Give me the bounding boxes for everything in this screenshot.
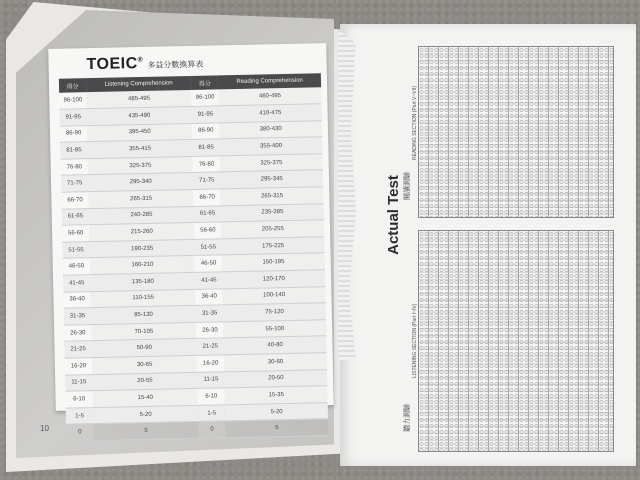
table-cell: 31-35 <box>64 308 92 325</box>
table-cell: 355-415 <box>87 140 192 159</box>
table-cell: 240-285 <box>89 206 194 225</box>
header-listening: Listening Comprehension <box>86 76 191 92</box>
table-cell: 66-70 <box>193 189 221 206</box>
table-cell: 16-20 <box>65 358 93 375</box>
table-cell: 81-85 <box>60 142 88 159</box>
table-cell: 485-495 <box>86 90 191 109</box>
table-cell: 61-65 <box>194 206 222 223</box>
table-cell: 295-340 <box>88 173 193 192</box>
table-cell: 6-10 <box>198 388 226 405</box>
score-table-body <box>59 87 328 441</box>
reading-answer-grid <box>418 46 614 218</box>
table-cell: 81-85 <box>192 139 220 156</box>
table-cell: 36-40 <box>63 291 91 308</box>
table-cell: 460-495 <box>219 87 322 106</box>
table-cell: 55-100 <box>223 320 326 339</box>
listening-section-sub: LISTENING SECTION (Part I~IV) <box>412 303 418 378</box>
card-subtitle: 多益分數換算表 <box>147 59 204 70</box>
table-cell: 295-345 <box>220 170 323 189</box>
table-cell: 5 <box>93 422 198 441</box>
table-cell: 61-65 <box>62 208 90 225</box>
table-cell: 11-15 <box>65 374 93 391</box>
table-cell: 15-40 <box>93 389 198 408</box>
page-number: 10 <box>40 424 49 433</box>
table-cell: 15-35 <box>225 386 328 405</box>
table-cell: 135-180 <box>90 272 195 291</box>
table-cell: 31-35 <box>196 305 224 322</box>
answer-bubbles <box>419 47 613 217</box>
answer-sheet <box>418 40 614 460</box>
table-cell: 96-100 <box>191 89 219 106</box>
table-cell: 190-235 <box>89 239 194 258</box>
table-cell: 66-70 <box>61 192 89 209</box>
table-cell: 5 <box>225 419 328 438</box>
header-reading: Reading Comprehension <box>218 73 321 89</box>
table-cell: 5-20 <box>93 405 198 424</box>
answer-bubbles <box>419 231 613 451</box>
table-cell: 150-195 <box>222 253 325 272</box>
table-cell: 1-5 <box>198 405 226 422</box>
table-cell: 20-50 <box>224 369 327 388</box>
table-cell: 1-5 <box>66 407 94 424</box>
card-header <box>86 54 203 74</box>
table-cell: 5-20 <box>225 402 328 421</box>
table-cell: 56-60 <box>194 222 222 239</box>
table-cell: 41-45 <box>63 275 91 292</box>
table-cell: 85-130 <box>91 306 196 325</box>
table-cell: 56-60 <box>62 225 90 242</box>
table-cell: 325-375 <box>88 156 193 175</box>
reading-section-label: 閱讀測驗 <box>404 172 411 200</box>
table-cell: 86-90 <box>192 123 220 140</box>
table-cell: 71-75 <box>61 175 89 192</box>
table-cell: 26-30 <box>64 324 92 341</box>
actual-test-title: Actual Test <box>385 175 402 255</box>
listening-answer-grid <box>418 230 614 452</box>
table-cell: 75-120 <box>223 303 326 322</box>
table-cell: 51-55 <box>194 239 222 256</box>
table-cell: 175-225 <box>222 237 325 256</box>
brand-logo: TOEIC® <box>86 55 144 74</box>
header-score-2: 得分 <box>191 75 219 90</box>
table-cell: 205-255 <box>221 220 324 239</box>
table-cell: 91-95 <box>60 109 88 126</box>
score-table <box>59 73 329 441</box>
table-cell: 30-65 <box>92 355 197 374</box>
table-cell: 46-50 <box>63 258 91 275</box>
table-cell: 76-80 <box>193 156 221 173</box>
table-cell: 21-25 <box>197 338 225 355</box>
table-cell: 46-50 <box>195 255 223 272</box>
table-cell: 355-400 <box>220 137 323 156</box>
listening-section-label: 聽力測驗 <box>404 404 411 432</box>
table-cell: 71-75 <box>193 172 221 189</box>
table-cell: 11-15 <box>197 371 225 388</box>
table-cell: 110-155 <box>91 289 196 308</box>
table-cell: 0 <box>198 421 226 438</box>
table-cell: 36-40 <box>196 288 224 305</box>
table-cell: 26-30 <box>196 322 224 339</box>
table-cell: 410-475 <box>219 104 322 123</box>
table-cell: 91-95 <box>192 106 220 123</box>
table-cell: 40-80 <box>224 336 327 355</box>
table-cell: 21-25 <box>64 341 92 358</box>
table-cell: 100-140 <box>223 286 326 305</box>
table-cell: 30-60 <box>224 353 327 372</box>
table-cell: 70-105 <box>91 322 196 341</box>
table-cell: 6-10 <box>65 391 93 408</box>
table-cell: 395-450 <box>87 123 192 142</box>
table-cell: 0 <box>66 424 94 441</box>
table-cell: 160-210 <box>90 256 195 275</box>
table-cell: 435-490 <box>87 107 192 126</box>
table-cell: 51-55 <box>62 241 90 258</box>
table-cell: 96-100 <box>59 92 87 109</box>
table-cell: 265-315 <box>221 187 324 206</box>
score-conversion-card <box>48 43 334 436</box>
table-cell: 41-45 <box>195 272 223 289</box>
table-cell: 76-80 <box>61 159 89 176</box>
table-cell: 265-315 <box>88 190 193 209</box>
table-cell: 215-260 <box>89 223 194 242</box>
table-cell: 20-55 <box>92 372 197 391</box>
table-cell: 86-90 <box>60 125 88 142</box>
reading-section-sub: READING SECTION (Part V~VII) <box>412 85 418 160</box>
table-cell: 325-375 <box>220 154 323 173</box>
table-cell: 50-90 <box>92 339 197 358</box>
table-cell: 16-20 <box>197 355 225 372</box>
table-cell: 380-430 <box>219 120 322 139</box>
table-cell: 235-285 <box>221 203 324 222</box>
table-cell: 120-170 <box>222 270 325 289</box>
header-score-1: 得分 <box>59 78 87 93</box>
